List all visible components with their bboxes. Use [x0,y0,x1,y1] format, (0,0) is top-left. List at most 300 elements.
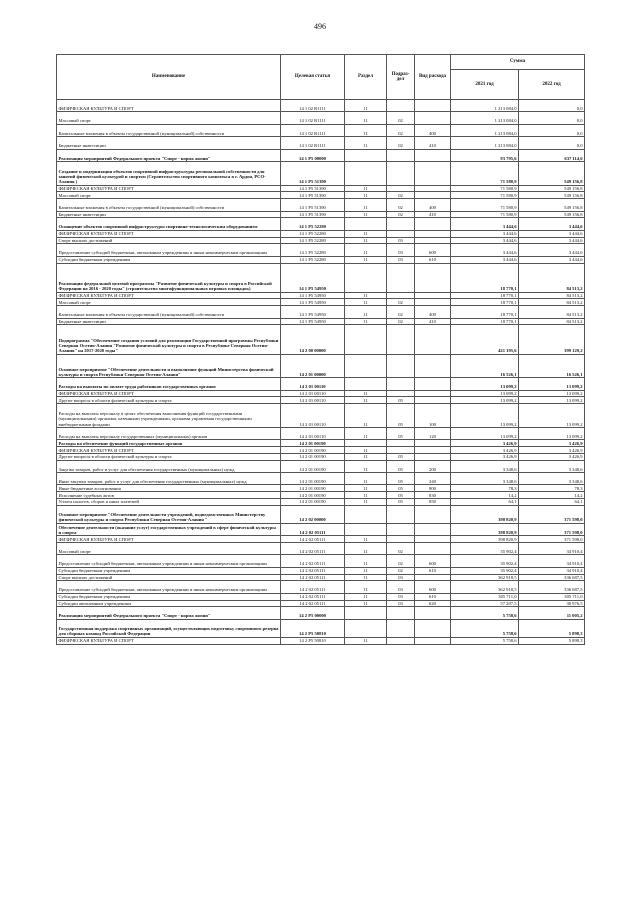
cell-y2021: 93 795,6 [451,149,519,161]
cell-vr [415,100,451,112]
cell-sec [345,354,387,378]
cell-vr [415,523,451,535]
cell-y2022: 84 513,2 [519,306,585,318]
cell-vr: 400 [415,124,451,136]
cell-sec: 11 [345,473,387,485]
cell-y2022: 3 444,6 [519,237,585,244]
table-row [57,100,585,112]
cell-sub: 02 [387,542,415,554]
cell-y2021: 398 820,9 [451,505,519,523]
cell-vr [415,619,451,637]
cell-vr [415,378,451,390]
cell-vr: 240 [415,473,451,485]
cell-sub [387,505,415,523]
cell-y2022: 549 156,8 [519,192,585,199]
cell-y2021: 305 711,0 [451,593,519,600]
cell-y2021: 5 758,6 [451,619,519,637]
cell-code: 14 2 01 00190 [281,498,345,505]
cell-vr [415,453,451,460]
cell-sec: 11 [345,230,387,237]
cell-name: Субсидии бюджетным учреждениям [57,256,281,263]
cell-code: 14 1 P5 51390 [281,161,345,185]
table-row [57,137,585,149]
cell-name: Спорт высших достижений [57,237,281,244]
cell-y2021: 71 580,9 [451,199,519,211]
cell-code: 14 2 P5 00000 [281,607,345,619]
cell-code: 14 2 01 00190 [281,492,345,499]
cell-vr: 600 [415,244,451,256]
cell-y2022: 0,0 [519,137,585,149]
cell-sub: 02 [387,137,415,149]
table-row [57,149,585,161]
cell-vr [415,390,451,397]
table-row [57,192,585,199]
cell-vr: 400 [415,199,451,211]
table-row [57,292,585,299]
cell-name: Бюджетные инвестиции [57,211,281,218]
cell-code: 14 1 P5 51390 [281,192,345,199]
cell-name: Бюджетные инвестиции [57,318,281,325]
cell-name: ФИЗИЧЕСКАЯ КУЛЬТУРА И СПОРТ [57,390,281,397]
cell-sub: 02 [387,555,415,567]
cell-vr [415,218,451,230]
cell-sec: 11 [345,542,387,554]
cell-y2022: 3 426,9 [519,453,585,460]
cell-name: Массовый спорт [57,299,281,306]
cell-code: 14 1 P5 54950 [281,299,345,306]
cell-name: Субсидии бюджетным учреждениям [57,593,281,600]
cell-sub: 02 [387,211,415,218]
cell-vr: 850 [415,498,451,505]
cell-code: 14 2 02 05111 [281,600,345,607]
table-row [57,427,585,439]
cell-vr: 410 [415,137,451,149]
cell-y2022: 3 426,9 [519,447,585,454]
cell-code: 14 2 01 00110 [281,378,345,390]
cell-sub [387,263,415,292]
table-row [57,492,585,499]
table-row [57,218,585,230]
table-row [57,161,585,185]
cell-y2022: 549 156,8 [519,161,585,185]
cell-sub [387,354,415,378]
cell-name: Расходы на выплаты персоналу государственных (муниципальных) органов [57,427,281,439]
cell-sub [387,523,415,535]
cell-sec: 11 [345,124,387,136]
cell-sub: 02 [387,306,415,318]
cell-y2021: 1 213 084,0 [451,137,519,149]
table-row [57,440,585,447]
table-row [57,555,585,567]
cell-y2022: 13 099,2 [519,390,585,397]
table-header [57,55,585,100]
cell-y2021: 16 526,1 [451,354,519,378]
table-body [57,100,585,645]
cell-y2021: 3 444,6 [451,218,519,230]
cell-sec: 11 [345,185,387,192]
table-row [57,542,585,554]
cell-sub: 02 [387,124,415,136]
table-row [57,390,585,397]
cell-y2022: 637 114,6 [519,149,585,161]
cell-sub [387,440,415,447]
cell-y2022: 371 598,0 [519,523,585,535]
cell-vr [415,542,451,554]
cell-name: Реализация мероприятий Федерального проекта "Спорт - норма жизни" [57,149,281,161]
cell-sub [387,637,415,644]
cell-y2022: 3 348,6 [519,473,585,485]
cell-vr: 100 [415,404,451,428]
cell-y2021: 71 580,9 [451,185,519,192]
cell-vr [415,149,451,161]
cell-y2022: 549 156,8 [519,199,585,211]
cell-name: ФИЗИЧЕСКАЯ КУЛЬТУРА И СПОРТ [57,447,281,454]
cell-code: 14 2 02 05111 [281,542,345,554]
cell-sub: 02 [387,112,415,124]
cell-y2022: 34 910,4 [519,567,585,574]
cell-y2022: 84 513,2 [519,263,585,292]
cell-name: Субсидии автономным учреждениям [57,600,281,607]
cell-sec: 11 [345,244,387,256]
cell-vr [415,292,451,299]
cell-y2022: 84 513,2 [519,318,585,325]
cell-vr [415,637,451,644]
cell-sub: 05 [387,485,415,492]
cell-sec: 11 [345,460,387,472]
cell-name: Исполнение судебных актов [57,492,281,499]
cell-y2022: 336 687,5 [519,574,585,581]
table-row [57,581,585,593]
cell-name: Капитальные вложения в объекты государственной (муниципальной) собственности [57,199,281,211]
cell-code: 14 2 01 00190 [281,440,345,447]
cell-code: 14 1 P5 51390 [281,211,345,218]
cell-code: 14 2 P5 50810 [281,637,345,644]
cell-vr: 610 [415,567,451,574]
cell-name: Массовый спорт [57,192,281,199]
cell-name: Расходы на обеспечение функций государственных органов [57,440,281,447]
cell-y2022: 0,0 [519,112,585,124]
cell-y2021: 14,2 [451,492,519,499]
cell-vr [415,185,451,192]
cell-code: 14 1 P5 52280 [281,230,345,237]
table-row [57,536,585,543]
cell-y2021: 13 099,2 [451,397,519,404]
cell-name: Капитальные вложения в объекты государственной (муниципальной) собственности [57,306,281,318]
cell-vr [415,607,451,619]
cell-vr [415,440,451,447]
table-row [57,378,585,390]
table-row [57,299,585,306]
cell-sub [387,185,415,192]
cell-y2021: 1 213 084,0 [451,100,519,112]
table-row [57,237,585,244]
cell-sec [345,263,387,292]
table-row [57,619,585,637]
cell-vr [415,161,451,185]
cell-name: Уплата налогов, сборов и иных платежей [57,498,281,505]
header-2022: 2022 год [519,70,585,100]
table-row [57,447,585,454]
cell-code: 14 1 02 R1111 [281,100,345,112]
cell-name: Предоставление субсидий бюджетным, автономным учреждениям и иным некоммерческим организациям [57,555,281,567]
cell-y2021: 5 758,6 [451,607,519,619]
cell-name: Предоставление субсидий бюджетным, автономным учреждениям и иным некоммерческим организациям [57,581,281,593]
cell-y2022: 34 910,4 [519,555,585,567]
cell-code: 14 2 01 00110 [281,390,345,397]
cell-y2022: 13 099,2 [519,378,585,390]
table-row [57,318,585,325]
cell-name: ФИЗИЧЕСКАЯ КУЛЬТУРА И СПОРТ [57,637,281,644]
cell-y2022: 84 513,2 [519,299,585,306]
cell-sub: 02 [387,318,415,325]
cell-y2021: 35 902,4 [451,567,519,574]
table-row [57,112,585,124]
cell-sec [345,607,387,619]
cell-vr [415,263,451,292]
cell-vr [415,505,451,523]
cell-vr: 830 [415,492,451,499]
table-row [57,404,585,428]
cell-sec [345,378,387,390]
cell-name: Создание и модернизация объектов спортивной инфраструктуры региональной собственности для занятий физической культурой и спортом (Строительство спортивного комплекса в г. Ардон, РСО-Алания ) [57,161,281,185]
cell-sub: 03 [387,581,415,593]
cell-sub [387,292,415,299]
cell-vr [415,192,451,199]
table-row [57,397,585,404]
cell-vr: 800 [415,485,451,492]
cell-sec [345,619,387,637]
cell-y2021: 78,3 [451,485,519,492]
cell-sub: 03 [387,600,415,607]
table-row [57,325,585,354]
cell-y2022: 5 898,3 [519,619,585,637]
header-section: Раздел [345,55,387,100]
cell-sub: 05 [387,498,415,505]
cell-code: 14 2 01 00110 [281,397,345,404]
cell-code: 14 1 P5 51390 [281,199,345,211]
cell-sub [387,218,415,230]
cell-y2022: 0,0 [519,100,585,112]
cell-y2021: 71 580,9 [451,161,519,185]
cell-name: Капитальные вложения в объекты государственной (муниципальной) собственности [57,124,281,136]
table-row [57,523,585,535]
cell-vr: 610 [415,256,451,263]
cell-name: ФИЗИЧЕСКАЯ КУЛЬТУРА И СПОРТ [57,292,281,299]
cell-sec [345,505,387,523]
cell-y2022: 34 910,4 [519,542,585,554]
cell-y2022: 11 005,2 [519,607,585,619]
cell-sub: 03 [387,244,415,256]
cell-y2022: 371 598,0 [519,505,585,523]
cell-y2021: 13 099,2 [451,427,519,439]
cell-vr [415,230,451,237]
cell-name: Массовый спорт [57,112,281,124]
cell-vr [415,397,451,404]
cell-code: 14 2 01 00110 [281,404,345,428]
cell-sub [387,100,415,112]
cell-y2021: 3 426,9 [451,440,519,447]
cell-vr: 600 [415,555,451,567]
cell-sec: 11 [345,492,387,499]
cell-sub: 05 [387,397,415,404]
cell-name: Иные бюджетные ассигнования [57,485,281,492]
cell-sec: 11 [345,306,387,318]
cell-code: 14 2 02 00000 [281,505,345,523]
cell-name: Другие вопросы в области физической культуры и спорта [57,397,281,404]
cell-y2022: 78,3 [519,485,585,492]
cell-code: 14 2 01 00110 [281,427,345,439]
table-row [57,574,585,581]
cell-y2021: 18 770,1 [451,292,519,299]
cell-sec: 11 [345,390,387,397]
cell-sec: 11 [345,593,387,600]
cell-sub [387,149,415,161]
cell-code: 14 1 02 R1111 [281,112,345,124]
cell-name: Другие вопросы в области физической культуры и спорта [57,453,281,460]
cell-y2021: 3 426,9 [451,447,519,454]
cell-vr [415,299,451,306]
cell-y2022: 13 099,2 [519,427,585,439]
cell-code: 14 2 02 05111 [281,523,345,535]
cell-sub: 03 [387,256,415,263]
cell-name: Оснащение объектов спортивной инфраструктуры спортивно-технологическим оборудованием [57,218,281,230]
cell-code: 14 1 P5 54950 [281,263,345,292]
cell-sub: 05 [387,492,415,499]
cell-name: Обеспечение деятельности (оказание услуг) государственных учреждений в сфере физической культуры и спорта [57,523,281,535]
cell-vr: 400 [415,306,451,318]
cell-y2022: 5 898,3 [519,637,585,644]
table-row [57,306,585,318]
cell-code: 14 2 02 05111 [281,574,345,581]
cell-vr [415,447,451,454]
header-target: Целевая статья [281,55,345,100]
cell-name: Бюджетные инвестиции [57,137,281,149]
cell-sub: 05 [387,460,415,472]
cell-code: 14 1 P5 52280 [281,237,345,244]
cell-y2021: 35 902,4 [451,555,519,567]
cell-code: 14 1 P5 00000 [281,149,345,161]
cell-sub: 02 [387,567,415,574]
cell-y2022: 64,1 [519,498,585,505]
cell-sec: 11 [345,292,387,299]
cell-y2021: 3 348,6 [451,460,519,472]
cell-name: Расходы на выплаты персоналу в целях обеспечения выполнения функций государственными (муниципальными) органами, казенными учреждениями, органами управления государственными внебюджетными фондами [57,404,281,428]
cell-y2022: 13 099,2 [519,397,585,404]
table-row [57,453,585,460]
cell-sec: 11 [345,536,387,543]
cell-name: Спорт высших достижений [57,574,281,581]
cell-vr: 410 [415,211,451,218]
cell-name: Предоставление субсидий бюджетным, автономным учреждениям и иным некоммерческим организациям [57,244,281,256]
table-row [57,505,585,523]
cell-y2022: 549 156,8 [519,185,585,192]
cell-name: ФИЗИЧЕСКАЯ КУЛЬТУРА И СПОРТ [57,185,281,192]
cell-y2021: 3 444,6 [451,256,519,263]
cell-code: 14 1 02 R1111 [281,124,345,136]
cell-sec: 11 [345,112,387,124]
cell-y2021: 18 770,1 [451,263,519,292]
table-row [57,256,585,263]
cell-sec: 11 [345,299,387,306]
cell-sec [345,149,387,161]
cell-code: 14 2 02 05111 [281,536,345,543]
cell-y2022: 305 711,0 [519,593,585,600]
cell-code: 14 1 P5 51390 [281,185,345,192]
cell-name: ФИЗИЧЕСКАЯ КУЛЬТУРА И СПОРТ [57,100,281,112]
cell-y2022: 3 348,6 [519,460,585,472]
cell-y2021: 57 207,5 [451,600,519,607]
cell-y2021: 362 918,5 [451,574,519,581]
cell-y2021: 3 444,6 [451,237,519,244]
cell-sub [387,325,415,354]
cell-sec [345,523,387,535]
cell-sub: 05 [387,427,415,439]
cell-sec: 11 [345,100,387,112]
cell-code: 14 1 P5 52280 [281,256,345,263]
cell-sec [345,161,387,185]
cell-sec: 11 [345,637,387,644]
cell-sub: 05 [387,404,415,428]
cell-vr: 200 [415,460,451,472]
cell-sec: 11 [345,447,387,454]
cell-sub: 02 [387,299,415,306]
cell-code: 14 1 P5 54950 [281,318,345,325]
cell-vr: 120 [415,427,451,439]
cell-vr [415,354,451,378]
cell-sub [387,161,415,185]
table-row [57,593,585,600]
cell-sec: 11 [345,199,387,211]
cell-sub: 02 [387,192,415,199]
cell-sub [387,378,415,390]
cell-y2022: 3 444,6 [519,218,585,230]
cell-name: Субсидии бюджетным учреждениям [57,567,281,574]
table-row [57,460,585,472]
cell-name: Подпрограмма "Обеспечение создания условий для реализации Государственной программы Республики Северная Осетия-Алания "Развитие физической культуры и спорта в Республике Северная Осетия-Алания" на 2017-2020 годы" [57,325,281,354]
cell-y2022: 16 526,1 [519,354,585,378]
cell-vr [415,237,451,244]
cell-name: ФИЗИЧЕСКАЯ КУЛЬТУРА И СПОРТ [57,230,281,237]
cell-code: 14 2 P5 50810 [281,619,345,637]
cell-sec [345,218,387,230]
cell-y2021: 35 902,4 [451,542,519,554]
cell-name: ФИЗИЧЕСКАЯ КУЛЬТУРА И СПОРТ [57,536,281,543]
cell-code: 14 1 P5 52280 [281,244,345,256]
cell-y2022: 84 513,2 [519,292,585,299]
cell-code: 14 1 P5 54950 [281,306,345,318]
cell-sub [387,619,415,637]
cell-sub: 03 [387,574,415,581]
cell-y2021: 3 444,6 [451,230,519,237]
cell-name: Расходы на выплаты по оплате труда работников государственных органов [57,378,281,390]
cell-y2022: 14,2 [519,492,585,499]
cell-y2021: 362 918,5 [451,581,519,593]
cell-sub [387,607,415,619]
cell-code: 14 2 02 05111 [281,567,345,574]
cell-code: 14 2 02 05111 [281,593,345,600]
cell-vr: 620 [415,600,451,607]
cell-sec: 11 [345,427,387,439]
header-subsection: Подраз-дел [387,55,415,100]
cell-sec: 11 [345,237,387,244]
cell-sec [345,325,387,354]
cell-sec: 11 [345,581,387,593]
cell-y2022: 3 444,6 [519,244,585,256]
cell-sec [345,440,387,447]
cell-y2022: 399 129,2 [519,325,585,354]
cell-sub: 02 [387,199,415,211]
cell-vr [415,574,451,581]
